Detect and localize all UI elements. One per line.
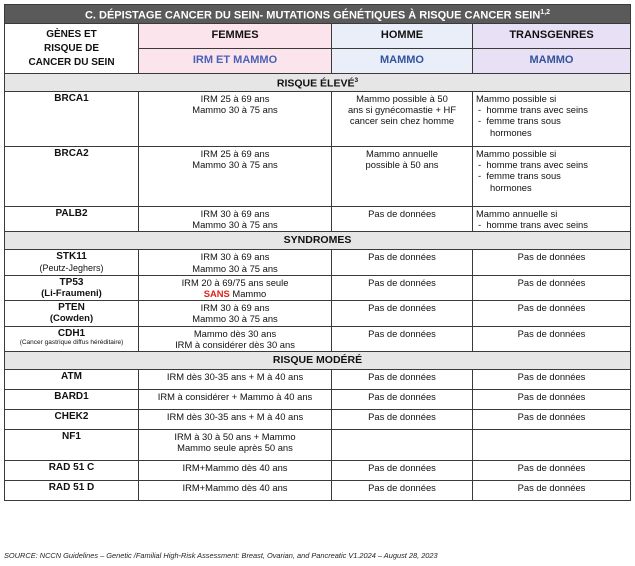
bullet-item: - femme trans sous <box>478 115 561 127</box>
table-row <box>5 301 631 326</box>
gene-atm: ATM <box>5 370 139 390</box>
gene-pten <box>5 301 139 326</box>
table-row <box>5 250 631 275</box>
table-row <box>5 370 631 390</box>
genes-header-line: RISQUE DE <box>43 42 99 54</box>
homme-cell: Pas de données <box>332 207 473 232</box>
gene-syndrome: (Cancer gastrique diffus héréditaire) <box>19 338 124 346</box>
femmes-cell: IRM dès 30-35 ans + M à 40 ans <box>139 410 332 430</box>
source-note: SOURCE: NCCN Guidelines – Genetic /Familial High-Risk Assessment: Breast, Ovarian, and Pancreatic V1.2024 – August 28, 2023 <box>4 551 438 560</box>
homme-cell <box>332 92 473 147</box>
cell-text: Mammo <box>229 288 267 300</box>
bullet-text: femme trans sous <box>486 115 561 127</box>
trans-cell <box>473 92 631 147</box>
cell-line: Mammo dès 30 ans <box>193 327 277 339</box>
gene-name: TP53 <box>59 276 84 288</box>
homme-cell: Pas de données <box>332 250 473 275</box>
femmes-cell <box>139 301 332 326</box>
cell-line: IRM à considérer dès 30 ans <box>175 338 295 350</box>
bullet-text: homme trans avec seins <box>486 219 588 231</box>
screening-table <box>4 4 631 501</box>
femmes-cell <box>139 92 332 147</box>
cell-line: IRM 30 à 69 ans <box>200 251 270 263</box>
cell-line: possible à 50 ans <box>365 159 439 171</box>
cell-line: Mammo annuelle si <box>476 208 558 219</box>
gene-brca2: BRCA2 <box>5 147 139 207</box>
bullet-text: femme trans sous <box>486 170 561 182</box>
femmes-cell: IRM dès 30-35 ans + M à 40 ans <box>139 370 332 390</box>
cell-line: IRM 30 à 69 ans <box>200 302 270 314</box>
cell-line: Mammo 30 à 75 ans <box>192 104 278 116</box>
homme-cell <box>332 430 473 461</box>
femmes-cell <box>139 275 332 300</box>
gene-palb2: PALB2 <box>5 207 139 232</box>
cell-line: ans si gynécomastie + HF <box>347 104 457 116</box>
cell-line: Mammo 30 à 75 ans <box>192 262 278 274</box>
femmes-cell: IRM+Mammo dès 40 ans <box>139 461 332 481</box>
table-row <box>5 481 631 501</box>
table-row <box>5 410 631 430</box>
bullet-continuation: hormones <box>490 181 532 193</box>
cell-line: IRM 30 à 69 ans <box>200 208 270 219</box>
gene-rad51c: RAD 51 C <box>5 461 139 481</box>
bullet-item: - homme trans avec seins <box>478 219 588 231</box>
cell-line: IRM 20 à 69/75 ans seule <box>181 276 289 288</box>
bullet-text: homme trans avec seins <box>486 104 588 116</box>
gene-stk11 <box>5 250 139 275</box>
col-header-transgenres: TRANSGENRES <box>473 24 631 49</box>
cell-line: IRM à 30 à 50 ans + Mammo <box>174 431 296 443</box>
cell-line: Mammo 30 à 75 ans <box>192 159 278 171</box>
trans-cell: Pas de données <box>473 481 631 501</box>
gene-bard1: BARD1 <box>5 390 139 410</box>
section-label: RISQUE ÉLEVÉ <box>276 77 355 90</box>
title-sup: 1,2 <box>540 8 551 16</box>
genes-header <box>5 24 139 74</box>
section-sup: 3 <box>354 77 359 85</box>
femmes-cell <box>139 207 332 232</box>
table-row <box>5 326 631 351</box>
trans-cell <box>473 207 631 232</box>
gene-chek2: CHEK2 <box>5 410 139 430</box>
homme-cell: Pas de données <box>332 390 473 410</box>
col-sub-transgenres: MAMMO <box>473 49 631 74</box>
cell-line: Mammo 30 à 75 ans <box>192 313 278 325</box>
trans-cell: Pas de données <box>473 370 631 390</box>
table-row <box>5 92 631 147</box>
title-text: C. DÉPISTAGE CANCER DU SEIN- MUTATIONS GÉNÉTIQUES À RISQUE CANCER SEIN <box>84 9 541 22</box>
cell-line: cancer sein chez homme <box>349 115 455 127</box>
col-sub-femmes: IRM ET MAMMO <box>139 49 332 74</box>
homme-cell: Pas de données <box>332 301 473 326</box>
trans-cell: Pas de données <box>473 275 631 300</box>
table-row <box>5 390 631 410</box>
gene-tp53 <box>5 275 139 300</box>
section-syndromes: SYNDROMES <box>5 232 631 250</box>
homme-cell: Pas de données <box>332 481 473 501</box>
gene-name: CDH1 <box>57 327 86 339</box>
col-header-femmes: FEMMES <box>139 24 332 49</box>
homme-cell: Pas de données <box>332 370 473 390</box>
femmes-cell <box>139 147 332 207</box>
table-title <box>5 5 631 24</box>
table-row <box>5 207 631 232</box>
trans-cell <box>473 430 631 461</box>
homme-cell: Pas de données <box>332 410 473 430</box>
trans-cell: Pas de données <box>473 250 631 275</box>
trans-cell: Pas de données <box>473 326 631 351</box>
bullet-item: - homme trans avec seins <box>478 104 588 116</box>
table-row <box>5 275 631 300</box>
bullet-item: - homme trans avec seins <box>478 159 588 171</box>
trans-cell: Pas de données <box>473 410 631 430</box>
cell-line: Mammo 30 à 75 ans <box>192 219 278 231</box>
col-header-homme: HOMME <box>332 24 473 49</box>
cell-line: Mammo possible à 50 <box>356 93 448 104</box>
femmes-cell: IRM+Mammo dès 40 ans <box>139 481 332 501</box>
cell-line <box>142 288 328 299</box>
bullet-continuation: hormones <box>490 126 532 138</box>
gene-syndrome: (Li-Fraumeni) <box>41 288 102 300</box>
cell-line: Mammo possible si <box>476 148 557 159</box>
gene-syndrome: (Cowden) <box>49 313 94 325</box>
table-row <box>5 430 631 461</box>
femmes-cell <box>139 430 332 461</box>
homme-cell: Pas de données <box>332 461 473 481</box>
section-risque-modere: RISQUE MODÉRÉ <box>5 352 631 370</box>
trans-cell: Pas de données <box>473 461 631 481</box>
trans-cell: Pas de données <box>473 390 631 410</box>
gene-cdh1 <box>5 326 139 351</box>
col-sub-homme: MAMMO <box>332 49 473 74</box>
cell-line: Mammo seule après 50 ans <box>177 442 293 454</box>
cell-line: Mammo possible si <box>476 93 557 104</box>
table-row <box>5 147 631 207</box>
cell-line: IRM 25 à 69 ans <box>200 148 270 159</box>
homme-cell: Pas de données <box>332 275 473 300</box>
gene-name: STK11 <box>56 251 87 263</box>
section-risque-eleve <box>5 74 631 92</box>
cell-line: Mammo annuelle <box>366 148 438 159</box>
homme-cell: Pas de données <box>332 326 473 351</box>
gene-rad51d: RAD 51 D <box>5 481 139 501</box>
gene-nf1: NF1 <box>5 430 139 461</box>
femmes-cell <box>139 326 332 351</box>
genes-header-line: GÈNES ET <box>46 28 97 40</box>
trans-cell <box>473 147 631 207</box>
gene-syndrome: (Peutz-Jeghers) <box>39 262 104 273</box>
trans-cell: Pas de données <box>473 301 631 326</box>
table-row <box>5 461 631 481</box>
femmes-cell: IRM à considérer + Mammo à 40 ans <box>139 390 332 410</box>
gene-name: PTEN <box>58 302 85 314</box>
gene-brca1: BRCA1 <box>5 92 139 147</box>
homme-cell <box>332 147 473 207</box>
bullet-item: - femme trans sous <box>478 170 561 182</box>
cell-line: IRM 25 à 69 ans <box>200 93 270 104</box>
femmes-cell <box>139 250 332 275</box>
bullet-text: homme trans avec seins <box>486 159 588 171</box>
genes-header-line: CANCER DU SEIN <box>28 56 115 68</box>
sans-label: SANS <box>203 288 230 300</box>
